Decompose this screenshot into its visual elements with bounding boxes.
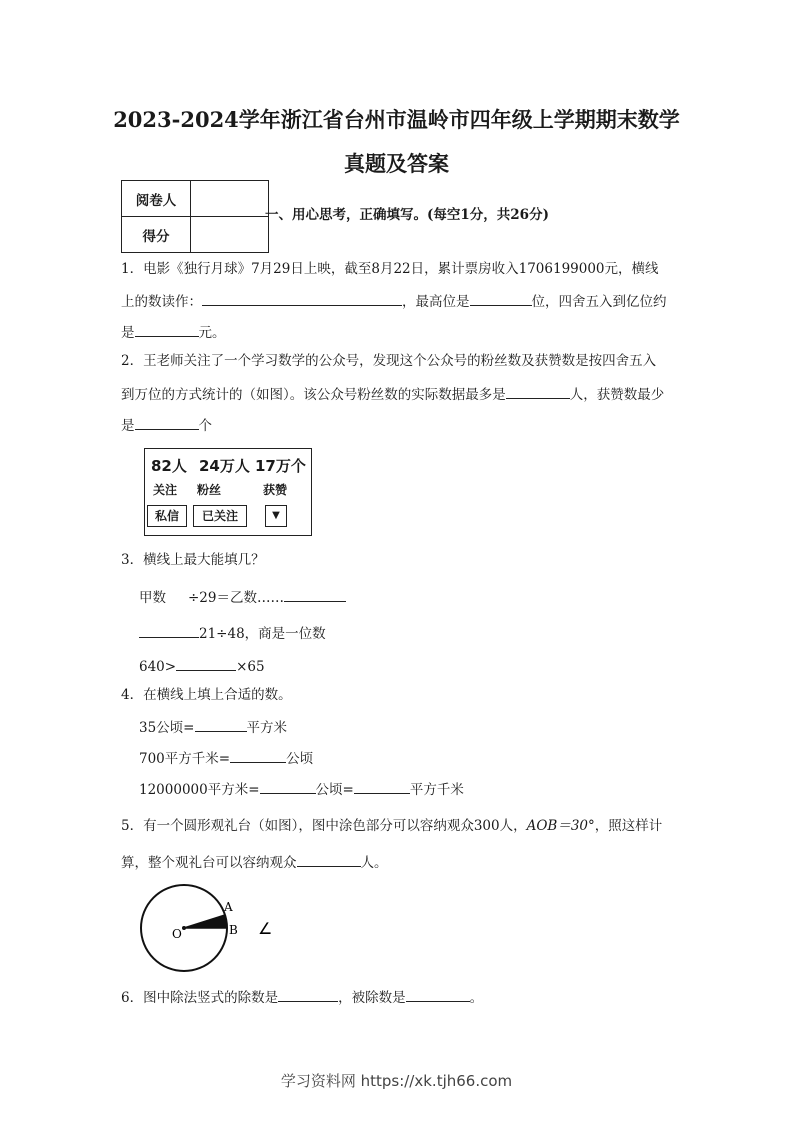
q4-row2 xyxy=(139,748,313,768)
q1-line3 xyxy=(121,322,226,342)
q6-answer-divisor[interactable] xyxy=(278,987,338,1002)
q3-answer-1[interactable] xyxy=(284,587,346,602)
q1-line1: 1．电影《独行月球》7月29日上映，截至8月22日，累计票房收入1706199000元，横线 xyxy=(121,261,659,277)
label-o: O xyxy=(172,927,182,941)
reviewer-label: 阅卷人 xyxy=(122,181,191,217)
score-table xyxy=(121,180,269,253)
q2-text-b: 人，获赞数最少 xyxy=(569,387,665,403)
q6-text-a: 6．图中除法竖式的除数是 xyxy=(121,990,279,1006)
q2-answer-fans-max[interactable] xyxy=(506,384,570,399)
q1-text-b: ，最高位是 xyxy=(402,294,470,310)
q6-answer-dividend[interactable] xyxy=(406,987,470,1002)
q3-row3-a: 640> xyxy=(139,659,177,675)
q6-text-b: ，被除数是 xyxy=(338,990,406,1006)
q2-text-c: 是 xyxy=(121,418,135,434)
q2-line3 xyxy=(121,415,212,435)
q4-answer-4[interactable] xyxy=(354,779,410,794)
q3-row1 xyxy=(139,587,346,607)
q3-row1-a: 甲数 xyxy=(139,590,166,606)
q5-text-c: ，照这样计 xyxy=(594,818,663,834)
q4-row2-b: 公顷 xyxy=(286,751,314,767)
q4-row1 xyxy=(139,717,287,737)
q5-angle-expr: AOB＝30° xyxy=(526,818,595,834)
q4-row3 xyxy=(139,779,464,799)
reviewer-cell[interactable] xyxy=(191,181,269,217)
q1-answer-rounded[interactable] xyxy=(135,322,199,337)
q4-row3-c: 平方千米 xyxy=(409,782,464,798)
q6-line1 xyxy=(121,987,483,1007)
q5-circle-figure xyxy=(136,882,286,974)
score-cell[interactable] xyxy=(191,217,269,253)
q3-row2 xyxy=(139,623,326,643)
dropdown-button[interactable]: ▼ xyxy=(265,505,287,527)
q2-line2 xyxy=(121,384,664,404)
q2-text-a: 到万位的方式统计的（如图）。该公众号粉丝数的实际数据最多是 xyxy=(121,387,506,403)
footer-link[interactable]: 学习资料网 https://xk.tjh66.com xyxy=(280,1072,513,1090)
q1-answer-highest-digit[interactable] xyxy=(470,291,532,306)
q5-answer[interactable] xyxy=(297,852,361,867)
q3-heading: 3．横线上最大能填几？ xyxy=(121,552,265,568)
q3-answer-2[interactable] xyxy=(139,623,199,638)
q1-text-a: 上的数读作： xyxy=(121,294,202,310)
fans-count: 24万人 xyxy=(199,457,250,475)
q6-text-c: 。 xyxy=(469,990,484,1006)
page-title: 2023-2024学年浙江省台州市温岭市四年级上学期期末数学 xyxy=(113,107,680,132)
q4-answer-1[interactable] xyxy=(195,717,247,732)
q3-row2-text: 21÷48，商是一位数 xyxy=(199,626,326,642)
q2-answer-likes-min[interactable] xyxy=(135,415,199,430)
q3-row3-b: ×65 xyxy=(236,659,265,675)
q4-heading: 4．在横线上填上合适的数。 xyxy=(121,687,292,703)
follow-label: 关注 xyxy=(153,483,178,497)
label-b: B xyxy=(229,923,238,937)
section-heading: 一、用心思考，正确填写。(每空1分，共26分) xyxy=(265,207,549,223)
page-title-line2: 真题及答案 xyxy=(344,151,449,176)
center-dot xyxy=(182,926,186,930)
follow-count: 82人 xyxy=(151,457,187,475)
score-label: 得分 xyxy=(122,217,191,253)
q4-row3-a: 12000000平方米= xyxy=(139,782,260,798)
q1-text-c: 位，四舍五入到亿位约 xyxy=(531,294,667,310)
q5-text-d: 算，整个观礼台可以容纳观众 xyxy=(121,855,297,871)
q3-row3 xyxy=(139,656,265,676)
angle-mark: ∠ xyxy=(258,919,273,938)
q1-text-e: 元。 xyxy=(198,325,226,341)
q2-figure-panel xyxy=(144,448,312,536)
followed-button[interactable]: 已关注 xyxy=(193,505,247,527)
q5-text-e: 人。 xyxy=(360,855,388,871)
q3-row1-b: ÷29＝乙数…… xyxy=(188,590,284,606)
q4-answer-3[interactable] xyxy=(260,779,316,794)
likes-count: 17万个 xyxy=(255,457,306,475)
message-button[interactable]: 私信 xyxy=(147,505,187,527)
q1-line2 xyxy=(121,291,667,311)
q5-line1 xyxy=(121,817,662,835)
q2-text-d: 个 xyxy=(198,418,212,434)
q3-answer-3[interactable] xyxy=(176,656,236,671)
q4-row2-a: 700平方千米= xyxy=(139,751,231,767)
q4-row1-b: 平方米 xyxy=(246,720,287,736)
q4-row1-a: 35公顷= xyxy=(139,720,195,736)
q1-text-d: 是 xyxy=(121,325,135,341)
q5-text-a: 5．有一个圆形观礼台（如图），图中涂色部分可以容纳观众300人， xyxy=(121,818,527,834)
q5-line2 xyxy=(121,852,388,872)
fans-label: 粉丝 xyxy=(197,483,222,497)
label-a: A xyxy=(224,900,233,914)
q1-answer-reading[interactable] xyxy=(202,291,402,306)
likes-label: 获赞 xyxy=(263,483,288,497)
q4-row3-b: 公顷= xyxy=(315,782,354,798)
q2-line1: 2．王老师关注了一个学习数学的公众号，发现这个公众号的粉丝数及获赞数是按四舍五入 xyxy=(121,353,657,369)
q4-answer-2[interactable] xyxy=(230,748,286,763)
